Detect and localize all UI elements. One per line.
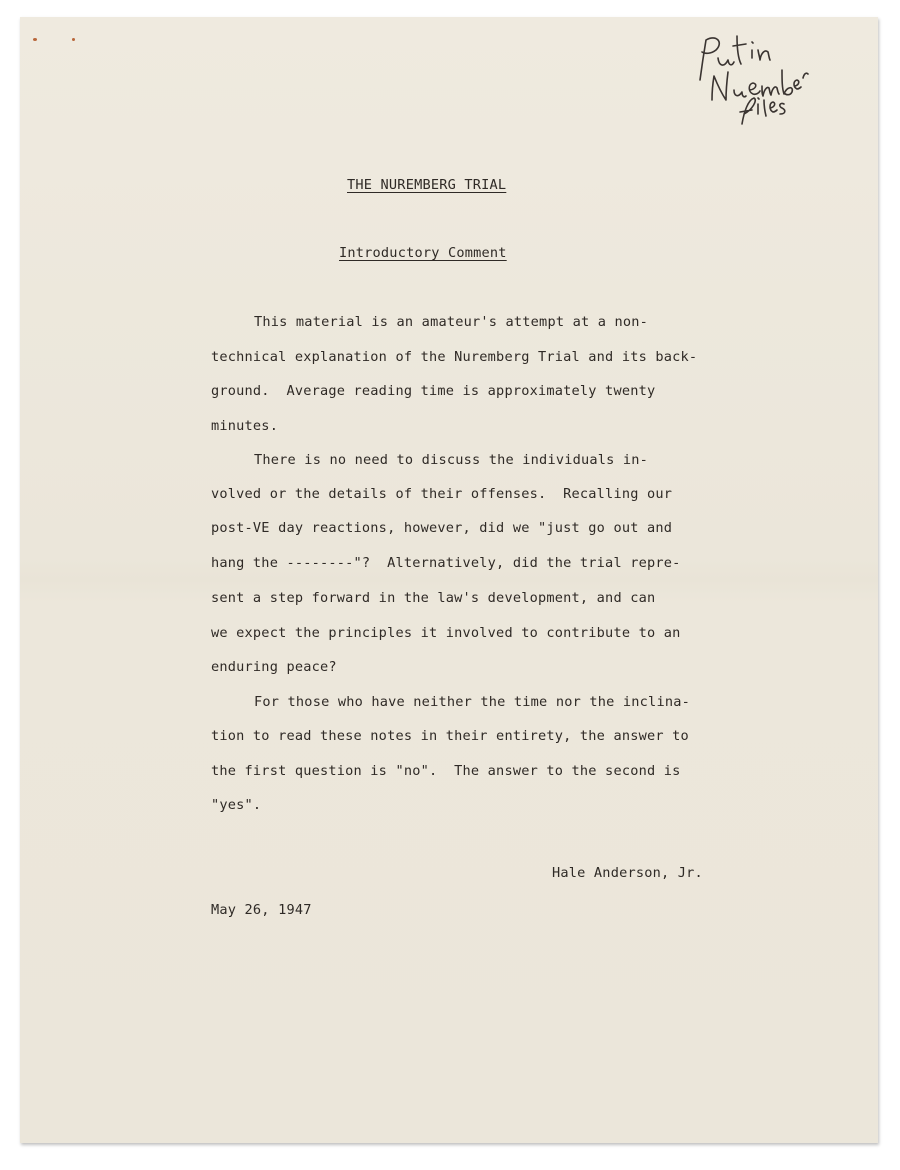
paragraph-line: There is no need to discuss the individuals in- [254, 452, 649, 468]
paragraph-line: tion to read these notes in their entirety, the answer to [211, 728, 689, 744]
document-date: May 26, 1947 [211, 902, 312, 918]
paragraph-line: For those who have neither the time nor the inclina- [254, 694, 690, 710]
paper-speck [72, 38, 75, 41]
signature: Hale Anderson, Jr. [552, 865, 703, 881]
paragraph-line: minutes. [211, 418, 279, 434]
paragraph-line: technical explanation of the Nuremberg Trial and its back- [211, 349, 698, 365]
paragraph-line: hang the --------"? Alternatively, did the trial repre- [211, 555, 681, 571]
paragraph-line: This material is an amateur's attempt at a non- [254, 314, 649, 330]
document-title: THE NUREMBERG TRIAL [347, 177, 507, 193]
paragraph-line: enduring peace? [211, 659, 337, 675]
paragraph-line: we expect the principles it involved to contribute to an [211, 625, 681, 641]
paper-speck [33, 38, 37, 41]
paragraph-line: post-VE day reactions, however, did we "just go out and [211, 520, 673, 536]
paragraph-line: "yes". [211, 797, 262, 813]
paragraph-line: sent a step forward in the law's development, and can [211, 590, 656, 606]
document-subtitle: Introductory Comment [339, 245, 507, 261]
paragraph-line: ground. Average reading time is approximately twenty [211, 383, 656, 399]
paragraph-line: volved or the details of their offenses. Recalling our [211, 486, 673, 502]
paragraph-line: the first question is "no". The answer to the second is [211, 763, 681, 779]
